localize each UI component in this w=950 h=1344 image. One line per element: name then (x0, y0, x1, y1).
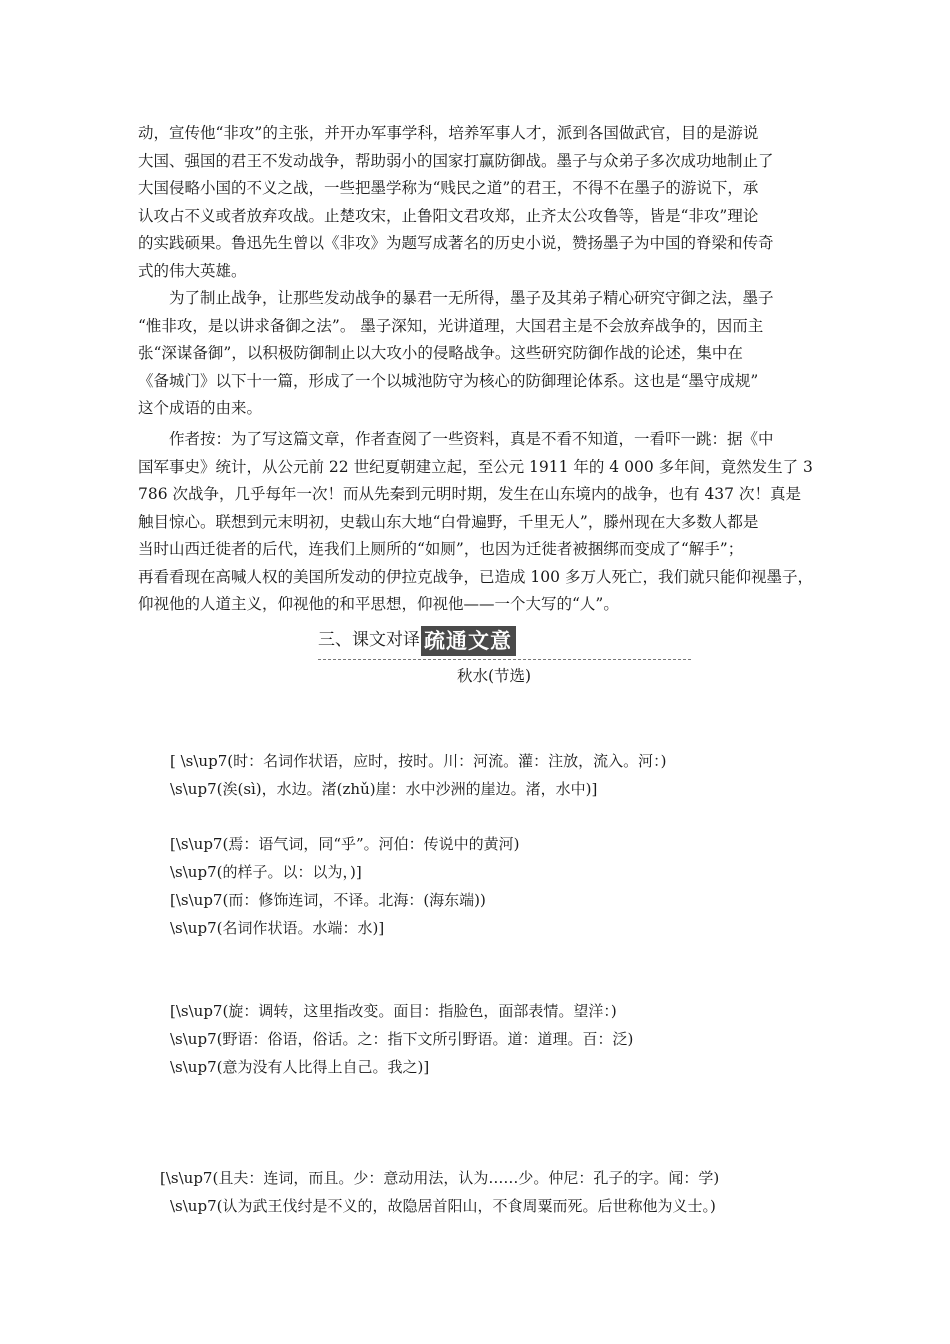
text-line: 张“深谋备御”，以积极防御制止以大攻小的侵略战争。这些研究防御作战的论述，集中在 (138, 344, 743, 362)
annotation-line: \s\up7(涘(sì)，水边。渚(zhǔ)崖：水中沙洲的崖边。渚，水中)] (170, 780, 598, 798)
text-line: 国军事史》统计，从公元前 22 世纪夏朝建立起，至公元 1911 年的 4 000 多年间，竟然发生了 3 (138, 457, 813, 476)
annotation-block (170, 747, 666, 803)
annotation-line: [\s\up7(而：修饰连词，不译。北海：(海东端)) (170, 891, 486, 909)
section-heading (318, 622, 516, 656)
annotation-line: [\s\up7(旋：调转，这里指改变。面目：指脸色，面部表情。望洋：) (170, 1002, 617, 1020)
text-line: 触目惊心。联想到元末明初，史载山东大地“白骨遍野，千里无人”，滕州现在大多数人都是 (138, 512, 759, 531)
text-line: 786 次战争，几乎每年一次！而从先秦到元明时期，发生在山东境内的战争，也有 437 次！真是 (138, 485, 801, 503)
paragraph-defense-methods (138, 285, 838, 423)
text-line: 作者按：为了写这篇文章，作者查阅了一些资料，真是不看不知道，一看吓一跳：据《中 (138, 430, 774, 448)
text-line: 的实践硕果。鲁迅先生曾以《非攻》为题写成著名的历史小说，赞扬墨子为中国的脊梁和传奇 (138, 234, 774, 252)
annotation-line: [\s\up7(且夫：连词，而且。少：意动用法，认为……少。仲尼：孔子的字。闻：学) (160, 1169, 720, 1187)
annotation-line: \s\up7(野语：俗语，俗话。之：指下文所引野语。道：道理。百：泛) (170, 1030, 634, 1048)
text-line: 式的伟大英雄。 (138, 261, 247, 280)
text-line: 大国侵略小国的不义之战，一些把墨学称为“贱民之道”的君王，不得不在墨子的游说下，承 (138, 179, 759, 197)
annotation-block (160, 1164, 719, 1220)
text-title: 秋水(节选) (456, 667, 532, 685)
annotation-block (170, 997, 633, 1081)
annotation-block (170, 830, 520, 942)
text-line: 认攻占不义或者放弃攻战。止楚攻宋，止鲁阳文君攻郑，止齐太公攻鲁等，皆是“非攻”理论 (138, 206, 759, 225)
annotation-line: \s\up7(名词作状语。水端：水)] (170, 919, 385, 937)
paragraph-mozi-non-aggression (138, 120, 838, 285)
annotation-line: \s\up7(的样子。以：以为，)] (170, 863, 362, 881)
section-highlight-badge: 疏通文意 (421, 626, 516, 656)
annotation-line: \s\up7(认为武王伐纣是不义的，故隐居首阳山，不食周粟而死。后世称他为义士。) (170, 1197, 716, 1215)
text-line: 动，宣传他“非攻”的主张，并开办军事学科，培养军事人才，派到各国做武官，目的是游说 (138, 124, 759, 142)
paragraph-author-note (138, 426, 838, 619)
text-line: 再看看现在高喊人权的美国所发动的伊拉克战争，已造成 100 多万人死亡，我们就只能仰视墨子， (138, 567, 813, 586)
text-line: “惟非攻，是以讲求备御之法”。 墨子深知，光讲道理，大国君主是不会放弃战争的，因而主 (138, 316, 764, 335)
section-label: 三、课文对译 (318, 630, 420, 650)
text-line: 仰视他的人道主义，仰视他的和平思想，仰视他——一个大写的“人”。 (138, 595, 619, 613)
text-line: 这个成语的由来。 (138, 399, 263, 417)
annotation-line: \s\up7(意为没有人比得上自己。我之)] (170, 1058, 430, 1076)
text-line: 为了制止战争，让那些发动战争的暴君一无所得，墨子及其弟子精心研究守御之法，墨子 (138, 289, 774, 307)
section-divider (318, 659, 691, 660)
annotation-line: [ \s\up7(时：名词作状语，应时，按时。川：河流。灌：注放，流入。河：) (170, 752, 667, 770)
text-line: 《备城门》以下十一篇，形成了一个以城池防守为核心的防御理论体系。这也是“墨守成规” (138, 371, 759, 390)
text-line: 当时山西迁徙者的后代，连我们上厕所的“如厕”，也因为迁徙者被捆绑而变成了“解手”； (138, 540, 744, 558)
annotation-line: [\s\up7(焉：语气词，同“乎”。河伯：传说中的黄河) (170, 835, 520, 853)
text-line: 大国、强国的君王不发动战争，帮助弱小的国家打赢防御战。墨子与众弟子多次成功地制止了 (138, 151, 774, 170)
